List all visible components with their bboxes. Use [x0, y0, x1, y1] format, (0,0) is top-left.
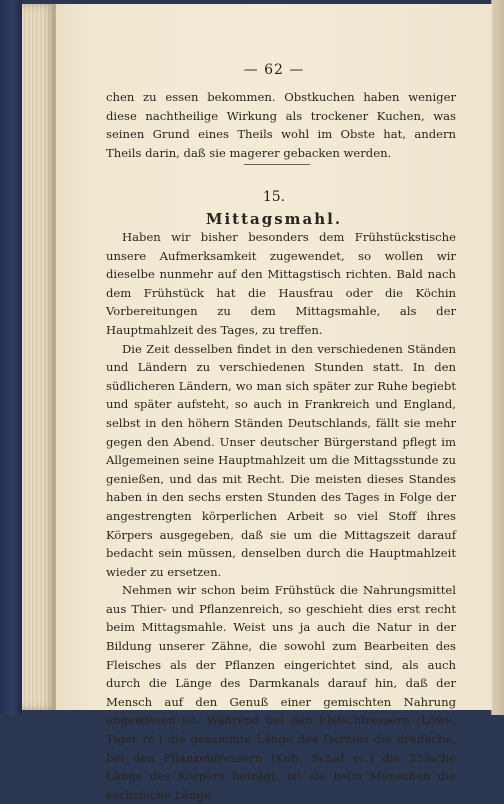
page-number: — 62 —: [243, 62, 305, 78]
paragraph: Die Zeit desselben findet in den verschiedenen Ständen und Ländern zu verschiedenen Stunden statt. In den südlicheren Ländern, wo man sich später zur Ruhe begiebt und später aufsteht, so auch in Frankreich und England, selbst in den höhern Ständen Deutschlands, fällt sie mehr gegen den Abend. Unser deutscher Bürgerstand pflegt im Allgemeinen seine Hauptmahlzeit um die Mittagsstunde zu genießen, und das mit Recht. Die meisten dieses Standes haben in den sechs ersten Stunden des Tages in Folge der angestrengten körperlichen Arbeit so viel Stoff ihres Körpers ausgegeben, daß sie um die Mittagszeit darauf bedacht sein müssen, denselben durch die Hauptmahlzeit wieder zu ersetzen.: [106, 341, 456, 579]
page-edges: [22, 4, 56, 710]
section-number: 15.: [262, 189, 286, 205]
intro-text: [106, 88, 456, 162]
book-page: [56, 4, 492, 802]
intro-paragraph: chen zu essen bekommen. Obstkuchen haben weniger diese nachtheilige Wirkung als trockener Kuchen, was seinen Grund eines Theils wohl im Obste hat, andern Theils darin, daß sie magerer gebacken werden.: [106, 90, 456, 160]
paragraph: Nehmen wir schon beim Frühstück die Nahrungsmittel aus Thier- und Pflanzenreich, so geschieht dies erst recht beim Mittagsmahle. Weist uns ja auch die Natur in der Bildung unserer Zähne, die sowohl zum Bearbeiten des Fleisches als der Pflanzen eingerichtet sind, als auch durch die Länge des Darmkanals darauf hin, daß der Mensch auf den Genuß einer gemischten Nahrung angewiesen ist. Während bei den Fleischfressern (Löwe, Tiger rc.) die gesammte Länge des Darmes die dreifache, bei den Pflanzenfressern (Kuh, Schaf rc.) die 25fache Länge des Körpers beträgt, ist sie beim Menschen die sechsfache Länge.: [106, 583, 456, 802]
section-title: Mittagsmahl.: [205, 210, 343, 228]
section-divider: [244, 164, 310, 165]
main-text: [106, 228, 456, 804]
book-cover-right: [491, 0, 504, 715]
book-cover-left: [0, 0, 22, 715]
paragraph: Haben wir bisher besonders dem Frühstückstische unsere Aufmerksamkeit zugewendet, so wollen wir dieselbe nunmehr auf den Mittagstisch richten. Bald nach dem Frühstück hat die Hausfrau oder die Köchin Vorbereitungen zu dem Mittagsmahle, als der Hauptmahlzeit des Tages, zu treffen.: [106, 230, 456, 337]
